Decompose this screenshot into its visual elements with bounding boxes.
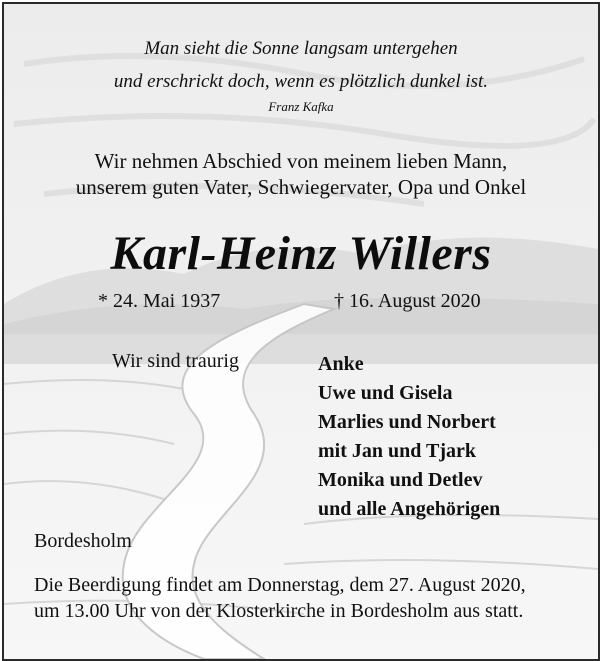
deceased-name: Karl-Heinz Willers bbox=[110, 227, 492, 280]
intro-line-1: Wir nehmen Abschied von meinem lieben Mann, bbox=[94, 149, 508, 173]
intro-line-2: unserem guten Vater, Schwiegervater, Opa und Onkel bbox=[75, 175, 527, 199]
death-date: † 16. August 2020 bbox=[334, 290, 481, 312]
mourner-name: Uwe und Gisela bbox=[318, 382, 453, 404]
mourners-label: Wir sind traurig bbox=[112, 350, 239, 372]
mourner-name: mit Jan und Tjark bbox=[318, 440, 477, 462]
funeral-info-line-2: um 13.00 Uhr von der Klosterkirche in Bordesholm aus statt. bbox=[34, 600, 524, 622]
place-name: Bordesholm bbox=[34, 530, 132, 552]
funeral-info-line-1: Die Beerdigung findet am Donnerstag, dem 27. August 2020, bbox=[34, 574, 526, 596]
mourners-list bbox=[318, 350, 500, 524]
obituary-card bbox=[2, 2, 600, 661]
mourner-name: und alle Angehörigen bbox=[318, 498, 501, 520]
mourner-name: Monika und Detlev bbox=[318, 469, 483, 491]
quote-author: Franz Kafka bbox=[268, 99, 334, 114]
mourner-name: Marlies und Norbert bbox=[318, 411, 496, 433]
quote-line-2: und erschrickt doch, wenn es plötzlich dunkel ist. bbox=[113, 71, 489, 92]
quote-line-1: Man sieht die Sonne langsam untergehen bbox=[144, 38, 458, 59]
birth-date: * 24. Mai 1937 bbox=[98, 290, 221, 312]
mourner-name: Anke bbox=[318, 353, 364, 375]
